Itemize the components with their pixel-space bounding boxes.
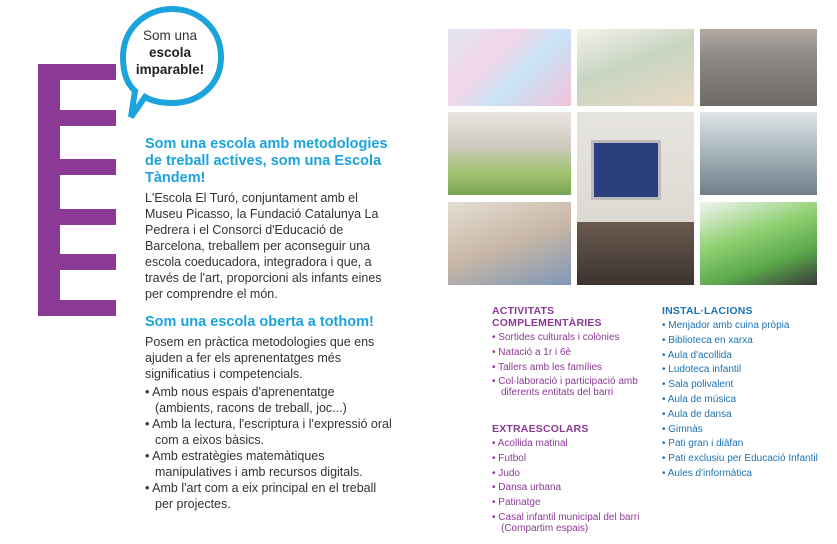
big-letter-e-graphic: [38, 64, 116, 316]
extraescolars-title: EXTRAESCOLARS: [492, 423, 589, 435]
bubble-text: [123, 27, 217, 78]
section2-heading: Som una escola oberta a tothom!: [145, 314, 374, 330]
list-item: • Sala polivalent: [662, 379, 822, 390]
list-item: • Natació a 1r i 6è: [492, 347, 652, 358]
list-item: • Patinatge: [492, 497, 652, 508]
section1-body: L'Escola El Turó, conjuntament amb el Museu Picasso, la Fundació Catalunya La Pedrera i el Consorci d'Educació de Barcelona, treballem per aconseguir una escola coeducadora, integradora i que, a través de l'art, proporcioni als infants eines per comprendre el món.: [145, 191, 382, 301]
children-graphic: [577, 222, 694, 285]
photo-painting-floor: [448, 29, 571, 106]
photo-floor-drawing: [700, 29, 817, 106]
screen-graphic: [591, 140, 661, 200]
speech-bubble: [117, 5, 227, 123]
list-item: • Acollida matinal: [492, 438, 652, 449]
activitats-title: ACTIVITATS COMPLEMENTÀRIES: [492, 305, 602, 329]
list-item: • Aula d'acollida: [662, 350, 822, 361]
list-item: • Casal infantil municipal del barri (Compartim espais): [492, 512, 652, 534]
photo-art-trees: [700, 202, 817, 285]
main-text-column: [145, 136, 395, 513]
list-item: • Gimnàs: [662, 424, 822, 435]
photo-playground-bikes: [700, 112, 817, 195]
list-item: • Col·laboració i participació amb diferents entitats del barri: [492, 376, 652, 398]
installacions-block: [662, 305, 822, 483]
list-item: • Aula de música: [662, 394, 822, 405]
activitats-block: [492, 305, 652, 402]
list-item: • Amb estratègies matemàtiques manipulatives i amb recursos digitals.: [145, 449, 395, 480]
photo-museum-visit: [448, 112, 571, 195]
activitats-list: [492, 332, 652, 398]
photo-cooking-workshop: [448, 202, 571, 285]
list-item: • Aula de dansa: [662, 409, 822, 420]
list-item: • Judo: [492, 468, 652, 479]
list-item: • Dansa urbana: [492, 482, 652, 493]
list-item: • Amb nous espais d'aprenentatge (ambients, racons de treball, joc...): [145, 385, 395, 416]
bubble-line-2: escola: [148, 45, 192, 60]
installacions-list: [662, 320, 822, 479]
photo-digital-board: [577, 112, 694, 285]
list-item: • Amb l'art com a eix principal en el treball per projectes.: [145, 481, 395, 512]
section1-heading: Som una escola amb metodologies de treball actives, som una Escola Tàndem!: [145, 136, 388, 186]
bubble-line-1: Som una: [142, 28, 198, 43]
list-item: • Futbol: [492, 453, 652, 464]
installacions-title: INSTAL·LACIONS: [662, 305, 753, 317]
list-item: • Aules d'informàtica: [662, 468, 822, 479]
list-item: • Menjador amb cuina pròpia: [662, 320, 822, 331]
bubble-line-3: imparable!: [135, 62, 205, 77]
extraescolars-block: [492, 423, 652, 538]
list-item: • Sortides culturals i colònies: [492, 332, 652, 343]
list-item: • Ludoteca infantil: [662, 364, 822, 375]
list-item: • Tallers amb les famílies: [492, 362, 652, 373]
section2-body: Posem en pràctica metodologies que ens ajuden a fer els aprenentatges més significatius i competencials.: [145, 335, 375, 381]
extraescolars-list: [492, 438, 652, 534]
list-item: • Amb la lectura, l'escriptura i l'expressió oral com a eixos bàsics.: [145, 417, 395, 448]
photo-classroom-table: [577, 29, 694, 106]
list-item: • Biblioteca en xarxa: [662, 335, 822, 346]
list-item: • Pati exclusiu per Educació Infantil: [662, 453, 822, 464]
section2-bullet-list: [145, 385, 395, 512]
list-item: • Pati gran i diàfan: [662, 438, 822, 449]
